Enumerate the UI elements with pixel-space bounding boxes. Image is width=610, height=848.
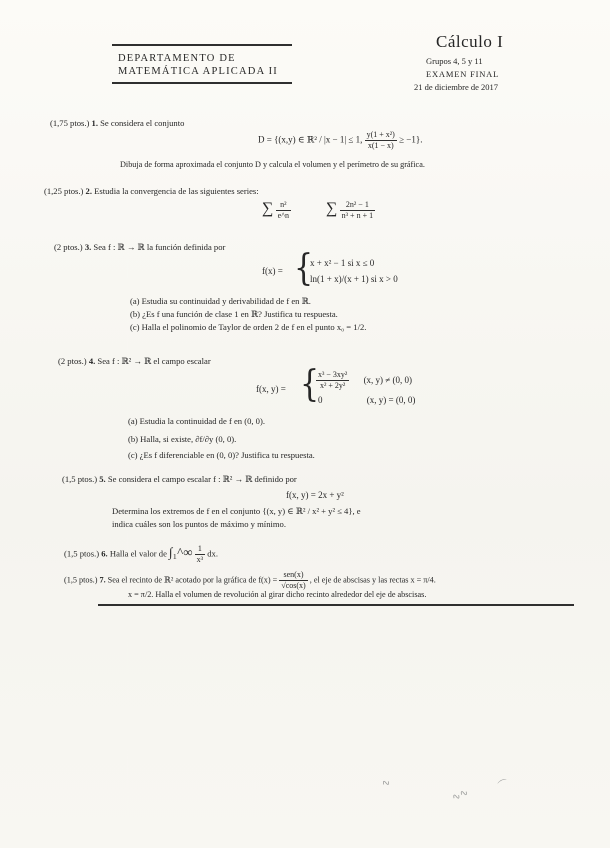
problem-3-item-a: (a) Estudia su continuidad y derivabilidad de f en ℝ.: [130, 296, 311, 306]
problem-6-label: 6.: [101, 548, 108, 559]
problem-4-item-a: (a) Estudia la continuidad de f en (0, 0).: [128, 416, 265, 426]
problem-1-frac-den: x(1 − x): [367, 141, 394, 150]
course-title: Cálculo I: [436, 32, 504, 51]
exam-type: EXAMEN FINAL: [426, 69, 500, 79]
problem-1-points: (1,75 ptos.): [50, 118, 90, 128]
problem-1-instruction: Dibuja de forma aproximada el conjunto D y calcula el volumen y el perímetro de su gráfica.: [120, 160, 425, 169]
problem-2-header: [44, 186, 259, 196]
problem-4-fx: f(x, y) =: [256, 384, 286, 394]
pencil-mark-2: ∿∿: [450, 786, 471, 805]
problem-6-fraction: [195, 544, 205, 565]
problem-6-integral: ∫₁^∞: [169, 544, 193, 560]
series-b-num: 2n² − 1: [340, 200, 375, 211]
department-line-1: DEPARTAMENTO DE: [118, 53, 236, 64]
problem-3-item-b: (b) ¿Es f una función de clase 1 en ℝ? Justifica tu respuesta.: [130, 309, 338, 319]
problem-1-frac-num: y(1 + x²): [366, 130, 395, 139]
problem-6-points: (1,5 ptos.): [64, 548, 100, 559]
problem-7-frac-den: √cos(x): [281, 581, 306, 590]
problem-5-label: 5.: [99, 474, 106, 484]
problem-3-fx: f(x) =: [262, 266, 283, 276]
problem-4-points: (2 ptos.): [58, 356, 87, 366]
problem-2-series-b: [326, 200, 375, 221]
problem-4-case-1: [316, 370, 412, 391]
header-rule-bottom: [112, 82, 292, 84]
problem-7-frac-num: sen(x): [279, 570, 307, 581]
problem-4-frac-num: x³ − 3xy²: [318, 370, 348, 379]
problem-6-tail: dx.: [207, 548, 218, 559]
problem-1-set-tail: ≥ −1}.: [399, 134, 423, 145]
problem-4-case-2-val: 0: [318, 395, 323, 405]
problem-7-fraction: [279, 570, 307, 591]
exam-date: 21 de diciembre de 2017: [414, 82, 499, 92]
problem-5-body-2: indica cuáles son los puntos de máximo y mínimo.: [112, 519, 287, 529]
problem-3-case-1: x + x² − 1 si x ≤ 0: [310, 258, 375, 268]
problem-5-points: (1,5 ptos.): [62, 474, 98, 484]
department-line-2: MATEMÁTICA APLICADA II: [118, 66, 278, 77]
problem-5-header: [62, 474, 297, 485]
problem-3-header: [54, 242, 225, 253]
series-b-fraction: [340, 200, 375, 221]
problem-4-case-2: [318, 395, 415, 405]
problem-4-item-c: (c) ¿Es f diferenciable en (0, 0)? Justifica tu respuesta.: [128, 450, 315, 460]
problem-7-sub: x = π/2. Halla el volumen de revolución al girar dicho recinto alrededor del eje de abscisas.: [128, 590, 427, 599]
problem-7-label: 7.: [99, 575, 106, 585]
problem-1-set-expr: D = {(x,y) ∈ ℝ² / |x − 1| ≤ 1,: [258, 134, 363, 145]
problem-6-intro: Halla el valor de: [109, 548, 167, 559]
problem-4-case-1-cond: (x, y) ≠ (0, 0): [363, 374, 412, 385]
problem-4-brace: {: [300, 363, 320, 406]
problem-1-header: [50, 118, 184, 128]
problem-2-intro: Estudia la convergencia de las siguientes series:: [94, 186, 259, 196]
problem-4-label: 4.: [88, 356, 96, 366]
sum-symbol-a: ∑: [262, 200, 274, 217]
problem-4-intro: Sea f : ℝ² → ℝ el campo escalar: [97, 356, 211, 366]
series-a-num: n²: [276, 200, 291, 211]
problem-3-brace: {: [294, 247, 314, 290]
problem-4-fraction: [316, 370, 349, 391]
problem-7-points: (1,5 ptos.): [64, 575, 98, 585]
problem-2-label: 2.: [85, 186, 92, 196]
pencil-mark-1: ∿: [380, 776, 393, 791]
header-rule-top: [112, 44, 292, 46]
problem-2-series-a: [262, 200, 291, 221]
problem-3-intro: Sea f : ℝ → ℝ la función definida por: [93, 242, 226, 252]
group-line: Grupos 4, 5 y 11: [426, 56, 483, 66]
pencil-mark-3: ⌒: [496, 778, 511, 793]
problem-4-frac-den: x² + 2y²: [320, 381, 346, 390]
problem-1-set: [258, 130, 422, 151]
series-b-den: n³ + n + 1: [341, 211, 374, 221]
problem-5-body-1: Determina los extremos de f en el conjunto {(x, y) ∈ ℝ² / x² + y² ≤ 4}, e: [112, 506, 361, 516]
problem-7-intro: Sea el recinto de ℝ² acotado por la gráfica de f(x) =: [107, 575, 278, 585]
problem-4-case-2-cond: (x, y) = (0, 0): [366, 395, 416, 405]
problem-3-item-c: (c) Halla el polinomio de Taylor de orden 2 de f en el punto x₀ = 1/2.: [130, 322, 367, 332]
sum-symbol-b: ∑: [326, 200, 338, 217]
footer-rule: [98, 604, 574, 606]
problem-6-row: [64, 544, 218, 565]
series-a-fraction: [276, 200, 291, 221]
problem-5-intro: Se considera el campo escalar f : ℝ² → ℝ definido por: [107, 474, 297, 484]
problem-1-intro: Se considera el conjunto: [100, 118, 185, 128]
problem-4-item-b: (b) Halla, si existe, ∂f/∂y (0, 0).: [128, 434, 237, 444]
problem-3-points: (2 ptos.): [54, 242, 83, 252]
problem-1-label: 1.: [91, 118, 98, 128]
problem-3-case-2: ln(1 + x)/(x + 1) si x > 0: [310, 274, 398, 284]
problem-2-points: (1,25 ptos.): [44, 186, 84, 196]
problem-4-header: [58, 356, 211, 367]
series-a-den: e^n: [277, 211, 289, 221]
problem-6-frac-den: x³: [196, 555, 204, 564]
problem-1-set-fraction: [365, 130, 397, 151]
problem-7-row: [64, 570, 436, 591]
problem-6-frac-num: 1: [195, 544, 205, 555]
problem-3-label: 3.: [84, 242, 92, 252]
problem-5-function: f(x, y) = 2x + y²: [286, 490, 344, 500]
problem-7-tail: , el eje de abscisas y las rectas x = π/4.: [309, 575, 436, 585]
